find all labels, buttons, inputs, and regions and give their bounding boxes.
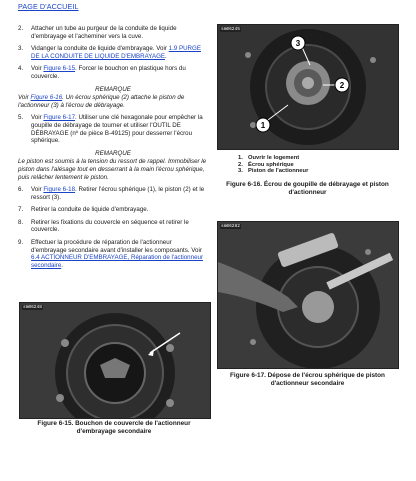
legend-item-2: 2. Écrou sphérique [238, 161, 294, 168]
figure-6-17-caption: Figure 6-17. Dépose de l'écrou sphérique de piston d'actionneur secondaire [230, 372, 385, 387]
figure-6-15-caption: Figure 6-15. Bouchon de couvercle de l'actionneur d'embrayage secondaire [37, 420, 191, 435]
clutch-cover-plug-illustration [20, 303, 210, 418]
instructions-column [18, 25, 208, 274]
remark-text-1: Voir Figure 6-16. Un écrou sphérique (2) attache le piston de l'actionneur (3) à l'écrou de débrayage. [18, 94, 185, 109]
figure-6-17-photo [217, 221, 399, 369]
figure-6-15-tag: sm06248 [23, 305, 42, 310]
step-5: 5. Voir Figure 6-17. Utiliser une clé hexagonale pour empêcher la goupille de débrayage de tourner et utiliser l'OUTIL DE DÉBRAYAGE (nº de pièce B-49125) pour desserrer l'écrou sphérique. [18, 114, 203, 145]
figure-6-16-tag: sm06245 [221, 27, 240, 32]
figure-6-16-caption: Figure 6-16. Écrou de goupille de débrayage et piston d'actionneur [226, 181, 389, 196]
remark-title-2: REMARQUE [95, 149, 131, 157]
step-9: 9. Effectuer la procédure de réparation de l'actionneur d'embrayage secondaire avant d'installer les composants. Voir 6.4 ACTIONNEUR D'EMBRAYAGE, Réparation de l'actionneur secondaire. [18, 239, 204, 269]
callout-1: 1 [260, 121, 266, 130]
link-figure-6-17[interactable]: Figure 6-17 [43, 114, 76, 122]
step-2: 2. Attacher un tube au purgeur de la conduite de liquide d'embrayage et l'acheminer vers la cuve. [18, 25, 177, 40]
remark-text-2: Le piston est soumis à la tension du ressort de rappel. Immobiliser le piston dans l'alésage tout en desserrant à la main l'écrou sphérique, puis relâcher lentement le piston. [18, 158, 207, 181]
home-page-link[interactable]: PAGE D'ACCUEIL [18, 2, 79, 11]
link-figure-6-15[interactable]: Figure 6-15 [43, 65, 76, 73]
link-purge-procedure[interactable]: 1.9 PURGE DE LA CONDUITE DE LIQUIDE D'EMBRAYAGE [31, 45, 201, 60]
callout-3: 3 [295, 39, 301, 48]
legend-item-3: 3. Piston de l'actionneur [238, 168, 309, 175]
actuator-nut-piston-illustration [218, 25, 398, 149]
callout-2: 2 [339, 81, 345, 90]
step-8: 8. Retirer les fixations du couvercle en séquence et retirer le couvercle. [18, 218, 189, 234]
link-actuator-repair[interactable]: 6.4 ACTIONNEUR D'EMBRAYAGE, Réparation de l'actionneur secondaire [31, 254, 204, 269]
figure-6-16-legend [238, 155, 308, 175]
step-6: 6. Voir Figure 6-18. Retirer l'écrou sphérique (1), le piston (2) et le ressort (3). [18, 186, 205, 201]
legend-item-1: 1. Ouvrir le logement [238, 155, 300, 161]
step-7: 7. Retirer la conduite de liquide d'embrayage. [18, 206, 149, 214]
link-figure-6-16[interactable]: Figure 6-16 [30, 94, 63, 102]
ball-nut-removal-illustration [218, 222, 398, 368]
remark-title-1: REMARQUE [95, 85, 131, 93]
figure-6-17-tag: sm06282 [221, 224, 240, 229]
step-3: 3. Vidanger la conduite de liquide d'embrayage. Voir 1.9 PURGE DE LA CONDUITE DE LIQUIDE D'EMBRAYAGE. [18, 45, 201, 60]
step-4: 4. Voir Figure 6-15. Forcer le bouchon en plastique hors du couvercle. [18, 65, 186, 80]
figure-6-16-photo [217, 24, 399, 150]
link-figure-6-18[interactable]: Figure 6-18 [43, 186, 76, 194]
figure-6-15-photo [19, 302, 211, 419]
